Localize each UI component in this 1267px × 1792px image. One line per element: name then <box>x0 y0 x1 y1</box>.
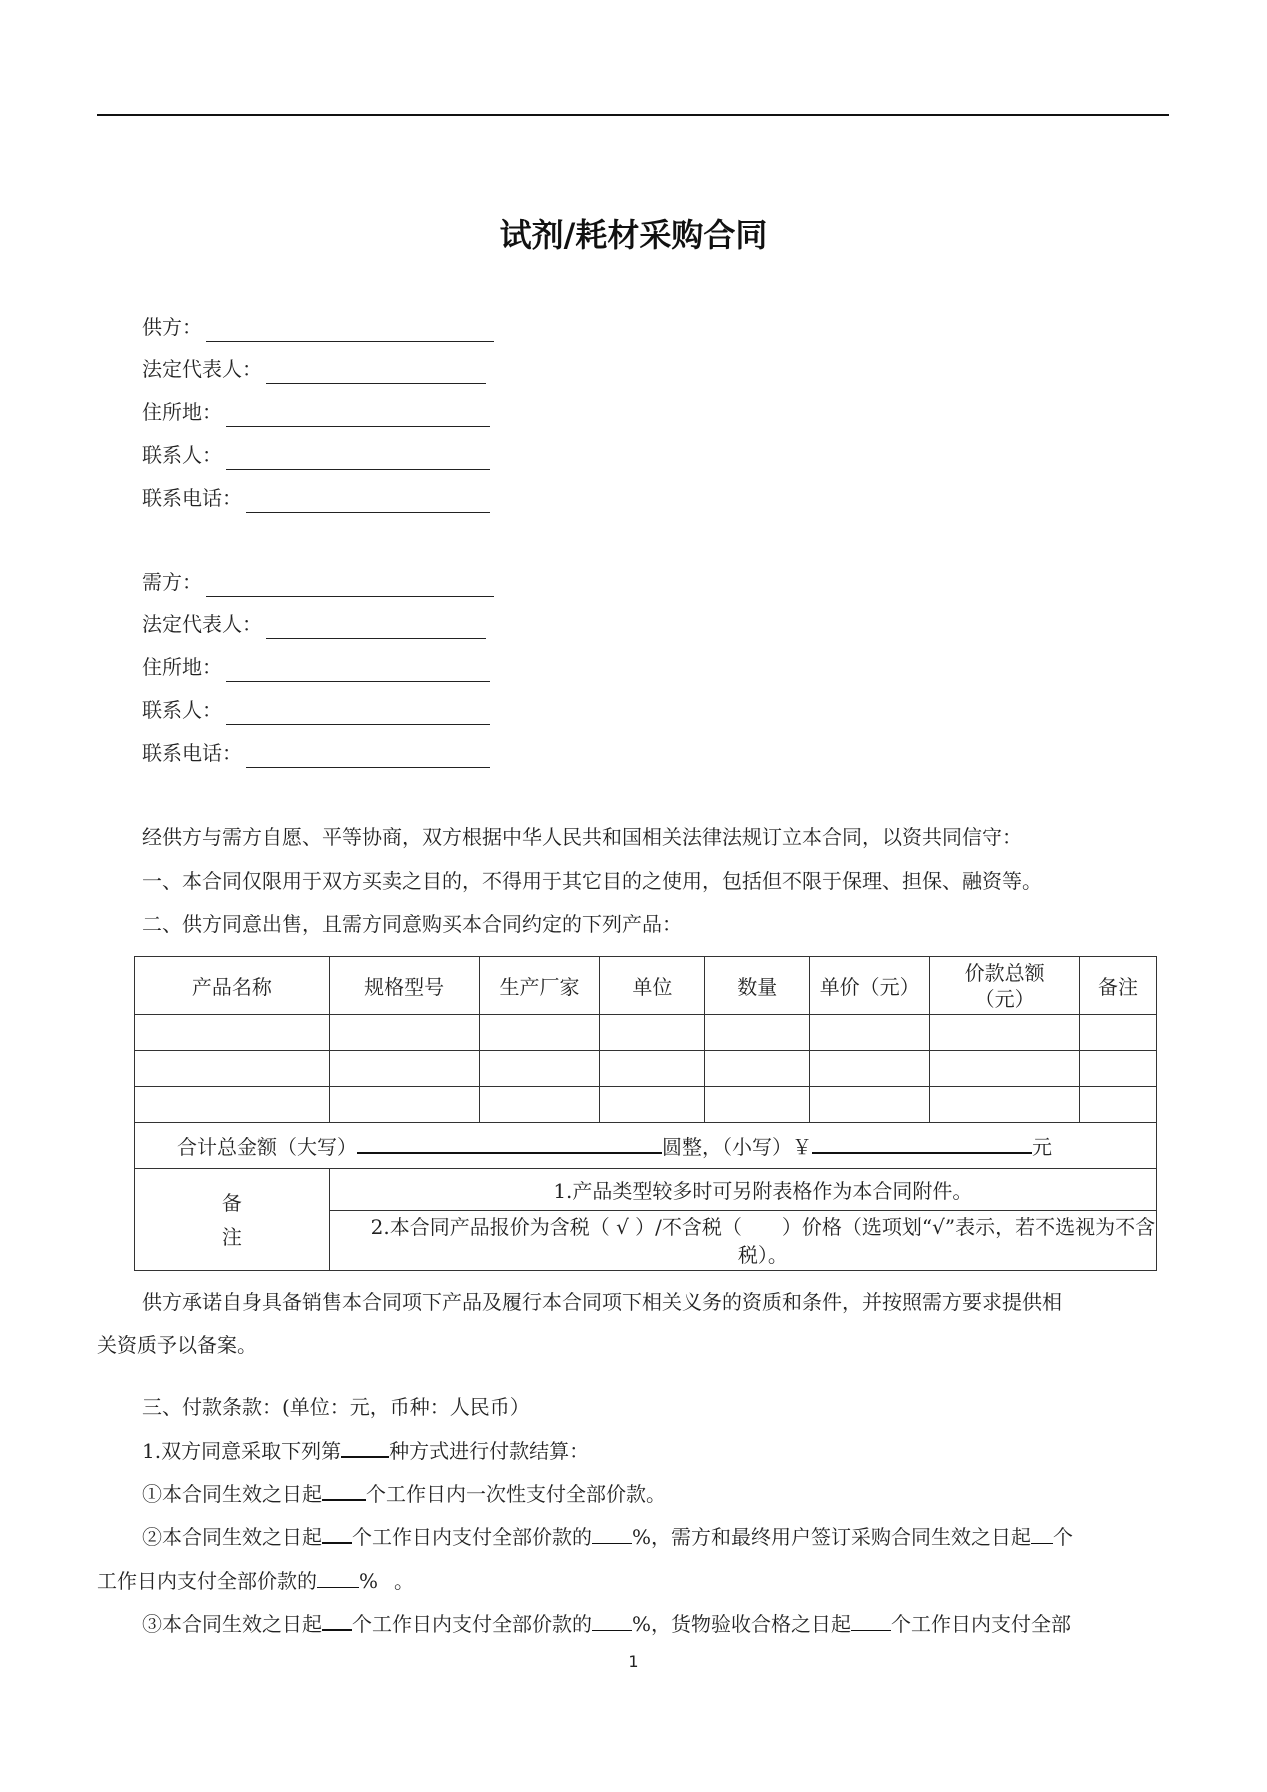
table-cell[interactable] <box>479 1015 600 1051</box>
buyer-rep-blank[interactable] <box>266 616 486 639</box>
pay-o2-a: ②本合同生效之日起 <box>142 1525 322 1549</box>
header-quantity: 数量 <box>705 957 810 1015</box>
buyer-rep-field[interactable] <box>142 609 486 639</box>
header-rule <box>97 114 1169 116</box>
buyer-contact-field[interactable] <box>142 695 490 725</box>
table-cell[interactable] <box>930 1015 1080 1051</box>
remark-label-2: 注 <box>221 1224 242 1249</box>
table-cell[interactable] <box>600 1087 705 1123</box>
pay-o2-g: 。 <box>394 1569 415 1593</box>
remark-2-line1: 2.本合同产品报价为含税（ √ ）/不含税（ ）价格（选项划“√”表示，若不选视为不含 <box>370 1214 1156 1239</box>
table-cell[interactable] <box>135 1015 330 1051</box>
header-manufacturer: 生产厂家 <box>479 957 600 1015</box>
supplier-phone-label: 联系电话： <box>142 486 242 510</box>
table-cell[interactable] <box>810 1051 930 1087</box>
clause-3: 三、付款条款：(单位：元，币种：人民币） <box>142 1395 530 1419</box>
header-total-price <box>930 957 1080 1015</box>
payment-option-3 <box>142 1609 1071 1639</box>
table-cell[interactable] <box>329 1051 479 1087</box>
supplier-contact-field[interactable] <box>142 440 490 470</box>
table-cell[interactable] <box>705 1051 810 1087</box>
supplier-phone-blank[interactable] <box>246 490 490 513</box>
supplier-address-label: 住所地： <box>142 400 222 424</box>
pay-o2-d: 个 <box>1053 1525 1074 1549</box>
table-cell[interactable] <box>600 1015 705 1051</box>
table-row <box>135 1087 1157 1123</box>
pay-o3-a: ③本合同生效之日起 <box>142 1612 322 1636</box>
pay-o2-percent-blank[interactable] <box>592 1523 632 1544</box>
pay-o2-e: 工作日内支付全部价款的 <box>97 1569 317 1593</box>
buyer-phone-field[interactable] <box>142 738 490 768</box>
clause-1: 一、本合同仅限用于双方买卖之目的，不得用于其它目的之使用，包括但不限于保理、担保、融资等。 <box>142 869 1042 893</box>
table-cell[interactable] <box>705 1015 810 1051</box>
total-amount-figures-blank[interactable] <box>812 1132 1032 1154</box>
supplier-contact-blank[interactable] <box>226 447 490 470</box>
buyer-address-label: 住所地： <box>142 655 222 679</box>
remark-2 <box>329 1211 1156 1271</box>
pay-o2-c: %，需方和最终用户签订采购合同生效之日起 <box>632 1525 1032 1549</box>
buyer-phone-blank[interactable] <box>246 745 490 768</box>
pay-o1-days-blank[interactable] <box>322 1479 366 1501</box>
buyer-phone-label: 联系电话： <box>142 741 242 765</box>
table-cell[interactable] <box>1080 1051 1157 1087</box>
page-number: 1 <box>628 1652 639 1671</box>
table-cell[interactable] <box>1080 1015 1157 1051</box>
payment-option-select <box>142 1436 589 1466</box>
supplier-party-field[interactable] <box>142 312 494 342</box>
supplier-rep-label: 法定代表人： <box>142 357 262 381</box>
supplier-rep-blank[interactable] <box>266 361 486 384</box>
total-amount-mid: 圆整，（小写）￥ <box>662 1135 812 1159</box>
pay-o3-percent-blank[interactable] <box>592 1610 632 1631</box>
table-cell[interactable] <box>1080 1087 1157 1123</box>
pay-o2-days2-blank[interactable] <box>1031 1523 1053 1544</box>
total-amount-words-blank[interactable] <box>357 1132 662 1154</box>
table-cell[interactable] <box>810 1015 930 1051</box>
table-cell[interactable] <box>329 1087 479 1123</box>
payment-option-2-cont <box>97 1566 414 1596</box>
pay-o3-days-blank[interactable] <box>322 1609 352 1631</box>
total-amount-unit: 元 <box>1032 1135 1052 1159</box>
supplier-rep-field[interactable] <box>142 354 486 384</box>
payment-option-2 <box>142 1522 1073 1552</box>
pay-o2-days-blank[interactable] <box>322 1522 352 1544</box>
table-header-row <box>135 957 1157 1015</box>
header-total-price-line1: 价款总额 <box>964 960 1045 985</box>
table-cell[interactable] <box>135 1087 330 1123</box>
commitment-line-2: 关资质予以备案。 <box>97 1333 257 1357</box>
supplier-party-label: 供方： <box>142 315 202 339</box>
intro-paragraph: 经供方与需方自愿、平等协商，双方根据中华人民共和国相关法律法规订立本合同，以资共同信守： <box>142 825 1022 849</box>
payment-option-1 <box>142 1479 666 1509</box>
contract-title: 试剂/耗材采购合同 <box>499 216 768 254</box>
pay-method-blank[interactable] <box>341 1436 389 1458</box>
pay-o2-b: 个工作日内支付全部价款的 <box>352 1525 592 1549</box>
pay-p1-b: 种方式进行付款结算： <box>389 1439 590 1463</box>
table-cell[interactable] <box>705 1087 810 1123</box>
buyer-address-blank[interactable] <box>226 659 490 682</box>
buyer-party-field[interactable] <box>142 567 494 597</box>
supplier-address-blank[interactable] <box>226 404 490 427</box>
header-total-price-line2: （元） <box>974 986 1035 1011</box>
table-row <box>135 1015 1157 1051</box>
buyer-rep-label: 法定代表人： <box>142 612 262 636</box>
pay-o3-c: %，货物验收合格之日起 <box>632 1612 852 1636</box>
total-amount-cell <box>135 1123 1157 1169</box>
commitment-line-1: 供方承诺自身具备销售本合同项下产品及履行本合同项下相关义务的资质和条件，并按照需方要求提供相 <box>142 1290 1062 1314</box>
table-cell[interactable] <box>479 1051 600 1087</box>
header-unit: 单位 <box>600 957 705 1015</box>
supplier-phone-field[interactable] <box>142 483 490 513</box>
header-product-name: 产品名称 <box>135 957 330 1015</box>
pay-o3-d: 个工作日内支付全部 <box>891 1612 1072 1636</box>
header-remarks: 备注 <box>1080 957 1157 1015</box>
total-amount-label: 合计总金额（大写） <box>177 1135 357 1159</box>
remark-label-1: 备 <box>221 1190 242 1215</box>
table-cell[interactable] <box>810 1087 930 1123</box>
buyer-contact-label: 联系人： <box>142 698 222 722</box>
supplier-party-blank[interactable] <box>206 319 494 342</box>
remark-2-line2: 税）。 <box>737 1242 788 1267</box>
supplier-contact-label: 联系人： <box>142 443 222 467</box>
remark-row-1 <box>135 1169 1157 1211</box>
pay-p1-a: 1.双方同意采取下列第 <box>142 1439 342 1463</box>
product-table <box>134 956 1157 1271</box>
pay-o2-percent2-blank[interactable] <box>317 1567 359 1588</box>
clause-2: 二、供方同意出售，且需方同意购买本合同约定的下列产品： <box>142 912 682 936</box>
table-cell[interactable] <box>479 1087 600 1123</box>
pay-o3-b: 个工作日内支付全部价款的 <box>352 1612 592 1636</box>
table-cell[interactable] <box>930 1051 1080 1087</box>
table-cell[interactable] <box>930 1087 1080 1123</box>
pay-o1-b: 个工作日内一次性支付全部价款。 <box>366 1482 666 1506</box>
buyer-party-blank[interactable] <box>206 574 494 597</box>
table-cell[interactable] <box>135 1051 330 1087</box>
buyer-party-label: 需方： <box>142 570 202 594</box>
remark-1: 1.产品类型较多时可另附表格作为本合同附件。 <box>329 1169 1156 1211</box>
table-row <box>135 1051 1157 1087</box>
table-cell[interactable] <box>329 1015 479 1051</box>
buyer-contact-blank[interactable] <box>226 702 490 725</box>
header-unit-price: 单价（元） <box>810 957 930 1015</box>
total-amount-row <box>135 1123 1157 1169</box>
pay-o1-a: ①本合同生效之日起 <box>142 1482 322 1506</box>
supplier-address-field[interactable] <box>142 397 490 427</box>
remark-label-cell <box>135 1169 330 1271</box>
header-spec: 规格型号 <box>329 957 479 1015</box>
buyer-address-field[interactable] <box>142 652 490 682</box>
table-cell[interactable] <box>600 1051 705 1087</box>
pay-o2-f: % <box>359 1569 379 1593</box>
pay-o3-days2-blank[interactable] <box>851 1610 891 1631</box>
